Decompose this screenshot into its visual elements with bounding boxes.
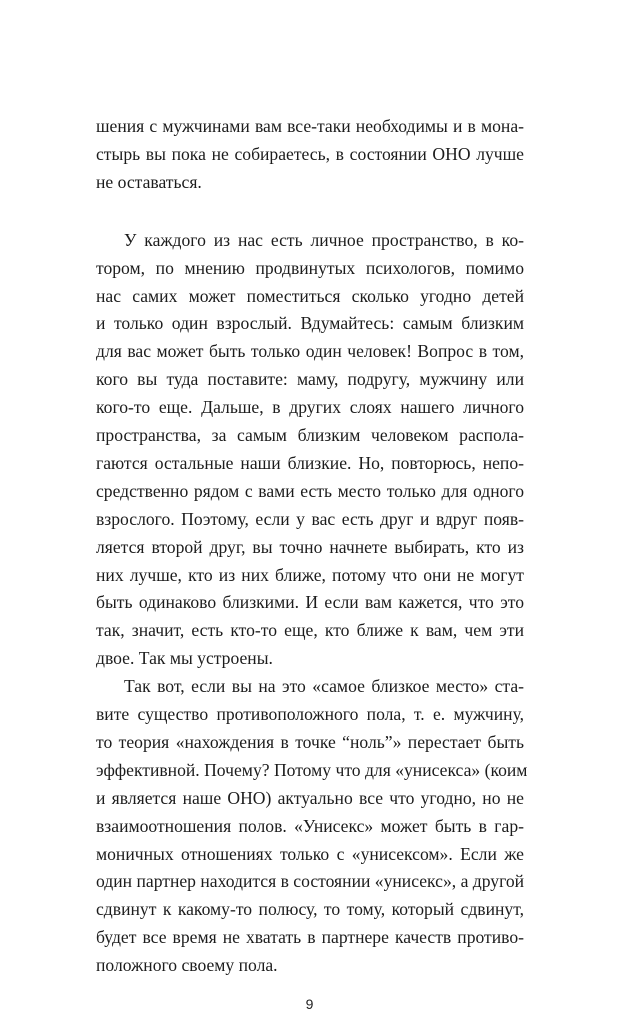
text-line: У каждого из нас есть личное пространство, в ко-: [124, 229, 524, 250]
text-line: взрослого. Поэтому, если у вас есть друг и вдруг появ-: [96, 508, 524, 529]
text-line: один партнер находится в состоянии «унисекс», а другой: [96, 871, 525, 892]
text-line: вите существо противоположного пола, т. е. мужчину,: [96, 704, 524, 724]
text-line: так, значит, есть кто-то еще, кто ближе к вам, чем эти: [96, 620, 524, 641]
text-line: пространства, за самым близким человеком распола-: [96, 425, 524, 445]
text-line: средственно рядом с вами есть место только для одного: [96, 480, 524, 501]
text-line: стырь вы пока не собираетесь, в состоянии ОНО лучше: [96, 143, 524, 164]
text-line: кого-то еще. Дальше, в других слоях нашего личного: [96, 397, 524, 418]
text-line: моничных отношениях только с «унисексом». Если же: [96, 843, 524, 864]
text-line: взаимоотношения полов. «Унисекс» может быть в гар-: [96, 815, 524, 836]
text-line: эффективной. Почему? Потому что для «унисекса» (коим: [96, 759, 528, 780]
text-line: и только один взрослый. Вдумайтесь: самым близким: [96, 313, 524, 334]
text-line: и является наше ОНО) актуально все что угодно, но не: [96, 787, 524, 808]
text-line: гаются остальные наши близкие. Но, повторюсь, непо-: [96, 452, 524, 473]
text-line: нас самих может поместиться сколько угодно детей: [96, 285, 524, 306]
text-line: будет все время не хватать в партнере качеств противо-: [96, 927, 524, 948]
text-line: быть одинаково близкими. И если вам кажется, что это: [96, 592, 524, 613]
text-line: Так вот, если вы на это «самое близкое место» ста-: [124, 676, 524, 697]
text-line: кого вы туда поставите: маму, подругу, мужчину или: [96, 369, 524, 390]
text-line: шения с мужчинами вам все-таки необходимы и в мона-: [96, 116, 524, 136]
text-line: них лучше, кто из них ближе, потому что они не могут: [96, 564, 524, 585]
text-line: не оставаться.: [96, 171, 202, 192]
text-line: для вас может быть только один человек! Вопрос в том,: [96, 341, 524, 362]
text-line: ляется второй друг, вы точно начнете выбирать, кто из: [96, 536, 524, 557]
text-line: то теория «нахождения в точке “ноль”» перестает быть: [96, 731, 524, 752]
text-line: тором, по мнению продвинутых психологов, помимо: [96, 257, 524, 278]
text-line: двое. Так мы устроены.: [96, 648, 273, 669]
text-line: сдвинут к какому-то полюсу, то тому, который сдвинут,: [96, 899, 524, 920]
text-line: положного своему пола.: [96, 955, 278, 976]
page-number: 9: [305, 996, 314, 1012]
